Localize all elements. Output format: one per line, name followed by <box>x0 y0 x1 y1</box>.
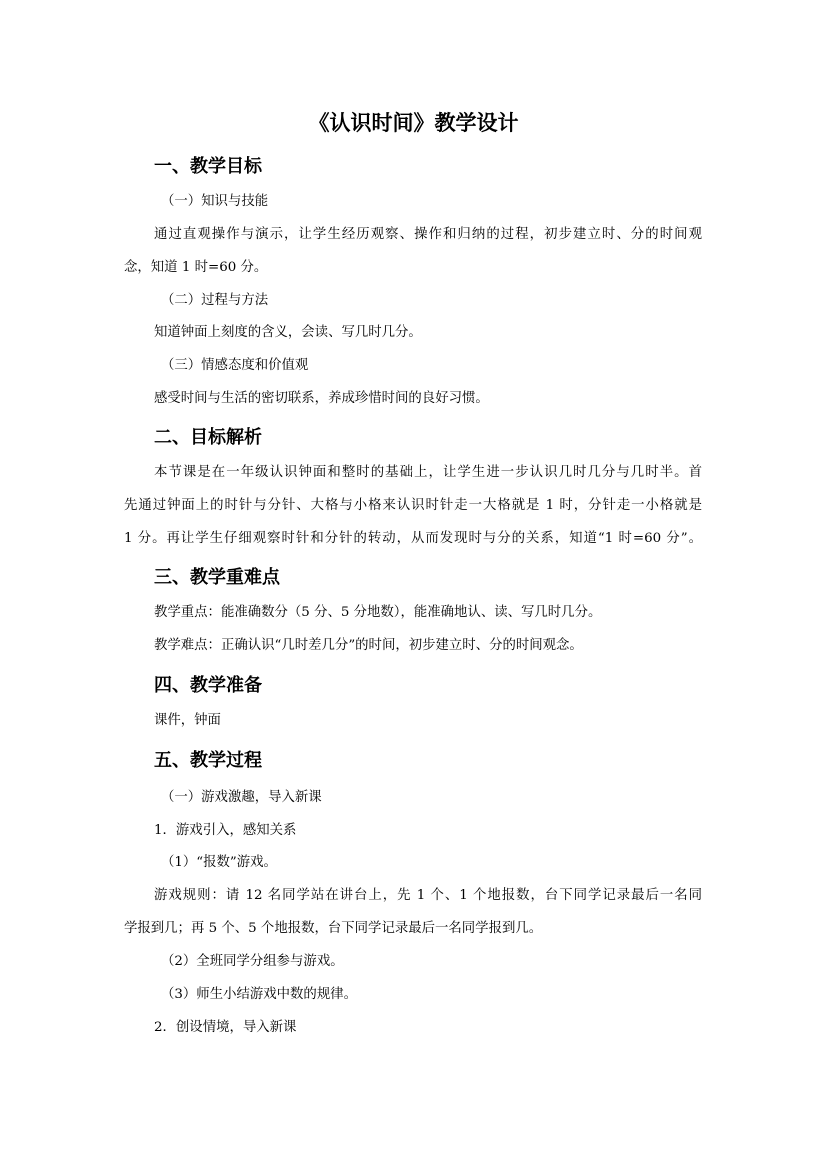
paragraph-line: 通过直观操作与演示，让学生经历观察、操作和归纳的过程，初步建立时、分的时间观 <box>154 227 702 242</box>
section-heading-analysis: 二、目标解析 <box>154 427 262 448</box>
subheading-knowledge-skills: （一）知识与技能 <box>161 194 269 209</box>
paragraph-line: 本节课是在一年级认识钟面和整时的基础上，让学生进一步认识几时几分与几时半。首 <box>154 465 702 480</box>
section-heading-key-points: 三、教学重难点 <box>154 567 280 588</box>
paragraph-line: 1 分。再让学生仔细观察时针和分针的转动，从而发现时与分的关系，知道“1 时=60 分”。 <box>124 531 702 546</box>
paragraph: 教学重点：能准确数分（5 分、5 分地数），能准确地认、读、写几时几分。 <box>154 605 602 620</box>
paragraph: 知道钟面上刻度的含义，会读、写几时几分。 <box>154 325 422 340</box>
list-item: （2）全班同学分组参与游戏。 <box>161 954 344 969</box>
paragraph-line: 游戏规则：请 12 名同学站在讲台上，先 1 个、1 个地报数，台下同学记录最后一名同 <box>154 888 702 903</box>
paragraph: 课件，钟面 <box>154 713 221 728</box>
section-heading-objectives: 一、教学目标 <box>154 156 262 177</box>
paragraph: 教学难点：正确认识“几时差几分”的时间，初步建立时、分的时间观念。 <box>154 638 583 653</box>
section-heading-process: 五、教学过程 <box>154 750 262 771</box>
paragraph-line: 念，知道 1 时=60 分。 <box>124 260 268 275</box>
list-item: （1）“报数”游戏。 <box>161 855 277 870</box>
list-item: 2．创设情境，导入新课 <box>154 1020 297 1035</box>
document-title: 《认识时间》教学设计 <box>308 111 519 135</box>
section-heading-preparation: 四、教学准备 <box>154 675 262 696</box>
subheading-attitude-values: （三）情感态度和价值观 <box>161 358 309 373</box>
list-item: （3）师生小结游戏中数的规律。 <box>161 987 357 1002</box>
paragraph-line: 先通过钟面上的时针与分针、大格与小格来认识时针走一大格就是 1 时，分针走一小格就是 <box>124 498 702 513</box>
paragraph-line: 学报到几；再 5 个、5 个地报数，台下同学记录最后一名同学报到几。 <box>124 921 543 936</box>
subheading-game: （一）游戏激趣，导入新课 <box>161 790 322 805</box>
subheading-process-method: （二）过程与方法 <box>161 293 269 308</box>
paragraph: 感受时间与生活的密切联系，养成珍惜时间的良好习惯。 <box>154 391 489 406</box>
list-item: 1．游戏引入，感知关系 <box>154 823 297 838</box>
